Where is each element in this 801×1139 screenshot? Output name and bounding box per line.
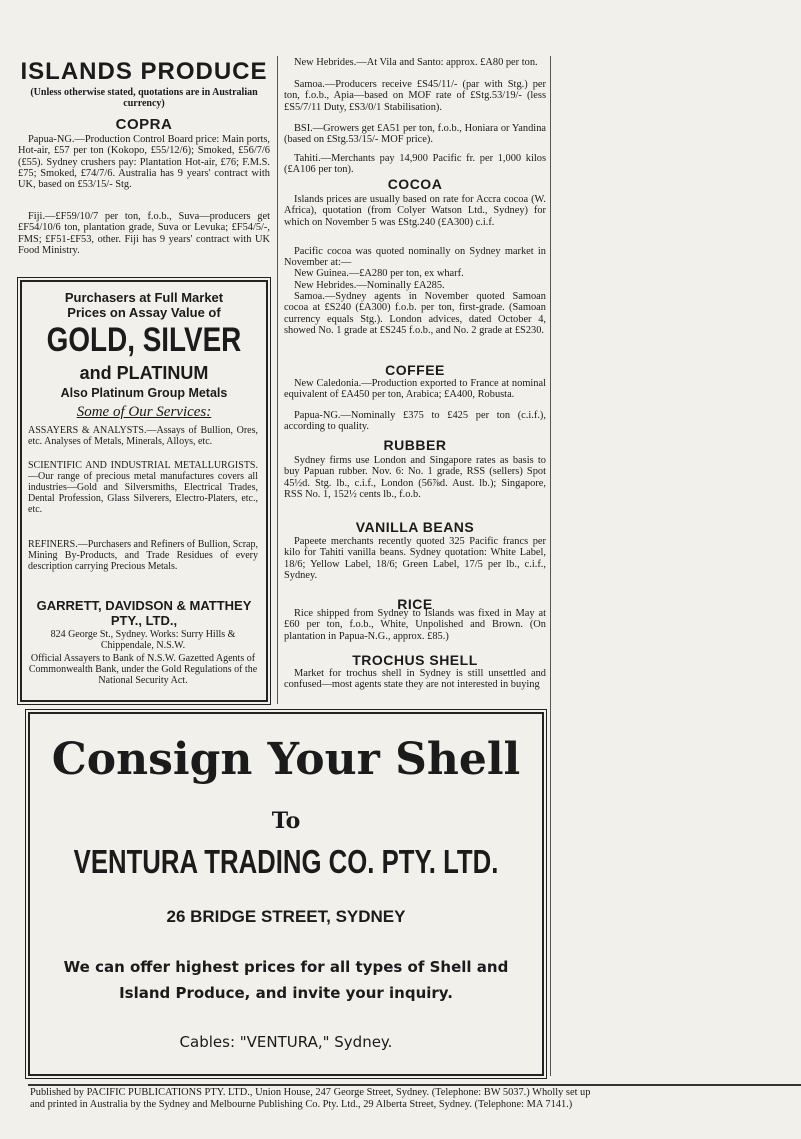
cocoa-new-hebrides: New Hebrides.—Nominally £A285. <box>294 280 445 291</box>
ad-metallurgists: SCIENTIFIC AND INDUSTRIAL METALLURGISTS.—Our range of precious metal manufactures covers all industries—Gold and Silversmiths, Electrical Trades, Dental Profession, Glass Silverers, Electro-Platers, etc., etc. <box>28 460 258 515</box>
ad-assayers: ASSAYERS & ANALYSTS.—Assays of Bullion, Ores, etc. Analyses of Metals, Minerals, Alloys, etc. <box>28 425 258 447</box>
ad-purchasers-line: Purchasers at Full Market <box>64 290 224 305</box>
copra-fiji-text: Fiji.—£F59/10/7 per ton, f.o.b., Suva—producers get £F54/10/6 ton, plantation grade, Suva or Levuka; £F54/5/-, FMS; £F51-£F53, other. Fiji has 9 years' contract with UK Food Ministry. <box>18 211 270 256</box>
ad-services-heading: Some of Our Services: <box>76 404 212 420</box>
consign-cables: Cables: "VENTURA," Sydney. <box>179 1033 393 1051</box>
column-divider <box>550 56 551 1076</box>
ad-address: 824 George St., Sydney. Works: Surry Hills & Chippendale, N.S.W. <box>50 629 236 651</box>
coffee-new-caledonia: New Caledonia.—Production exported to France at nominal equivalent of £A450 per ton, Arabica; £A400, Robusta. <box>284 378 546 401</box>
consign-company: VENTURA TRADING CO. PTY. LTD. <box>73 843 499 880</box>
cocoa-heading: COCOA <box>387 176 443 192</box>
footer-printer: and printed in Australia by the Sydney and Melbourne Publishing Co. Pty. Ltd., 29 Alberta Street, Sydney. (Telephone: MA 7141.) <box>30 1099 573 1110</box>
column-divider <box>277 56 278 704</box>
rubber-heading: RUBBER <box>383 437 447 453</box>
consign-to: To <box>271 808 301 834</box>
copra-papua-text: Papua-NG.—Production Control Board price: Main ports, Hot-air, £57 per ton (Kokopo, £55/12/6); Smoked, £56/7/6 (£55). Sydney crushers pay: Plantation Hot-air, £76; F.M.S. £75; Smoked, £74/7/6. Australia has 9 years' contract with UK, based on £53/15/- Stg. <box>18 134 270 191</box>
footer-rule <box>28 1084 801 1086</box>
consign-offer: We can offer highest prices for all types of Shell and Island Produce, and invite your inquiry. <box>63 958 509 1002</box>
bullion-advertisement <box>20 280 268 702</box>
coffee-heading: COFFEE <box>385 362 445 378</box>
trochus-text: Market for trochus shell in Sydney is still unsettled and confused—most agents state they are not interested in buying <box>284 668 546 691</box>
copra-new-hebrides: New Hebrides.—At Vila and Santo: approx. £A80 per ton. <box>294 57 538 68</box>
copra-samoa: Samoa.—Producers receive £S45/11/- (par with Stg.) per ton, f.o.b., Apia—based on MOF rate of £Stg.53/19/- (less £S5/7/11 Duty, £S3/0/1 Stabilisation). <box>284 79 546 113</box>
ad-gold-silver: GOLD, SILVER <box>46 321 242 359</box>
ad-prices-line: Prices on Assay Value of <box>67 305 221 320</box>
rice-heading: RICE <box>397 596 433 612</box>
footer-publisher: Published by PACIFIC PUBLICATIONS PTY. LTD., Union House, 247 George Street, Sydney. (Telephone: BW 5037.) Wholly set up <box>30 1087 591 1098</box>
copra-bsi: BSI.—Growers get £A51 per ton, f.o.b., Honiara or Yandina (based on £Stg.53/15/- MOF price). <box>284 123 546 146</box>
ad-platinum: and PLATINUM <box>79 363 209 383</box>
trochus-heading: TROCHUS SHELL <box>352 652 478 668</box>
copra-heading: COPRA <box>115 116 173 133</box>
coffee-papua: Papua-NG.—Nominally £375 to £425 per ton (c.i.f.), according to quality. <box>284 410 546 433</box>
consign-advertisement <box>28 712 544 1076</box>
vanilla-text: Papeete merchants recently quoted 325 Pacific francs per kilo for Tahiti vanilla beans. Sydney quotation: White Label, 18/6; Yellow Label, 18/6; Green Label, 17/5 per lb., c.i.f., Sydney. <box>284 536 546 581</box>
footer <box>30 1087 801 1111</box>
copra-tahiti: Tahiti.—Merchants pay 14,900 Pacific fr. per 1,000 kilos (£A106 per ton). <box>284 153 546 176</box>
currency-note: (Unless otherwise stated, quotations are in Australian currency) <box>30 87 258 110</box>
rubber-text: Sydney firms use London and Singapore rates as basis to buy Papuan rubber. Nov. 6: No. 1 grade, RSS (sellers) Spot 45½d. Stg. lb., c.i.f., London (56⅞d. Aust. lb.); Singapore, RSS No. 1, 152½ cents lb., f.o.b. <box>284 455 546 500</box>
ad-company-name: GARRETT, DAVIDSON & MATTHEY PTY., LTD., <box>36 598 252 628</box>
ad-platinum-group: Also Platinum Group Metals <box>60 386 228 400</box>
page-title: ISLANDS PRODUCE <box>20 58 268 85</box>
cocoa-samoa: Samoa.—Sydney agents in November quoted Samoan cocoa at £S240 (£A300) f.o.b. per ton, first-grade. (Samoan currency equals Stg.). London advices, dated October 4, showed No. 1 grade at £S245 f.o.b., and No. 2 grade at £S230. <box>284 291 546 336</box>
rice-text: Rice shipped from Sydney to Islands was fixed in May at £60 per ton, f.o.b., White, Unpolished and Brown. (On plantation in Papua-N.G., approx. £85.) <box>284 608 546 642</box>
cocoa-new-guinea: New Guinea.—£A280 per ton, ex wharf. <box>294 268 464 279</box>
consign-address: 26 BRIDGE STREET, SYDNEY <box>166 907 406 926</box>
cocoa-text-2: Pacific cocoa was quoted nominally on Sydney market in November at:— <box>284 246 546 269</box>
ad-official: Official Assayers to Bank of N.S.W. Gazetted Agents of Commonwealth Bank, under the Gold Regulations of the National Security Act. <box>28 653 258 686</box>
consign-headline: Consign Your Shell <box>51 734 521 785</box>
ad-refiners: REFINERS.—Purchasers and Refiners of Bullion, Scrap, Mining By-Products, and Trade Residues of every description carrying Precious Metals. <box>28 539 258 572</box>
cocoa-text-1: Islands prices are usually based on rate for Accra cocoa (W. Africa), quotation (from Colyer Watson Ltd., Sydney) for which on November 5 was £Stg.240 (£A300) c.i.f. <box>284 194 546 228</box>
vanilla-heading: VANILLA BEANS <box>355 519 475 535</box>
